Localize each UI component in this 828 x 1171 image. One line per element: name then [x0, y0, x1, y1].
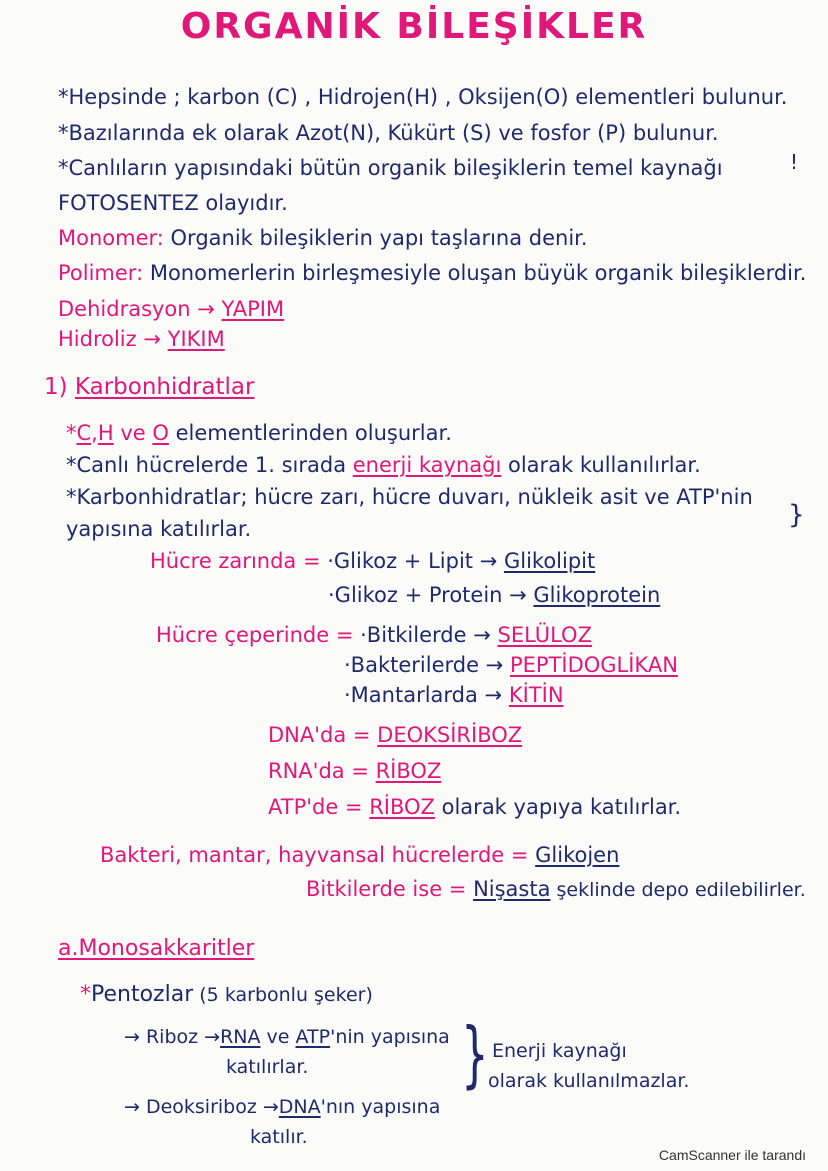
- depo-line-end: şeklinde depo edilebilirler.: [550, 879, 806, 901]
- deoksiriboz-label: → Deoksiriboz →: [124, 1096, 279, 1118]
- yapim-text: YAPIM: [221, 297, 285, 321]
- enerji-note-line-2: olarak kullanılmazlar.: [488, 1070, 690, 1092]
- deoksiriboz: DEOKSİRİBOZ: [377, 723, 523, 747]
- heading-number: 1): [44, 374, 68, 400]
- intro-line-1: *Hepsinde ; karbon (C) , Hidrojen(H) , Oksijen(O) elementleri bulunur.: [58, 85, 788, 109]
- atp-label: ATP'de =: [268, 795, 370, 819]
- monomer-label: Monomer:: [58, 226, 164, 250]
- rna-label: RNA'da =: [268, 759, 376, 783]
- monomer-definition: [58, 225, 588, 251]
- seluloz: SELÜLOZ: [497, 623, 592, 647]
- deoksiriboz-dna-link: DNA: [278, 1096, 321, 1118]
- dehidrasyon-label: Dehidrasyon →: [58, 297, 222, 321]
- yikim-text: YIKIM: [167, 327, 225, 351]
- glikolipit: Glikolipit: [503, 549, 596, 573]
- bullet-2-start: *Canlı hücrelerde 1. sırada: [66, 453, 353, 477]
- conjunction: ve: [113, 421, 153, 445]
- riboz-rna-link: RNA: [220, 1026, 261, 1048]
- enerji-note-line-1: Enerji kaynağı: [492, 1040, 627, 1062]
- mantarlarda: ·Mantarlarda →: [344, 683, 509, 707]
- riboz-line-1: [124, 1024, 450, 1050]
- hidroliz-label: Hidroliz →: [58, 327, 168, 351]
- peptidoglikan: PEPTİDOGLİKAN: [509, 653, 678, 677]
- dna-label: DNA'da =: [268, 723, 378, 747]
- deoksiriboz-line-2: katılır.: [250, 1126, 308, 1148]
- intro-line-3: *Canlıların yapısındaki bütün organik bileşiklerin temel kaynağı: [58, 156, 723, 180]
- riboz-line-end: 'nin yapısına: [330, 1026, 450, 1048]
- page-title: ORGANİK BİLEŞİKLER: [180, 6, 648, 47]
- pentozlar-label: Pentozlar: [91, 982, 194, 1007]
- bakterilerde: ·Bakterilerde →: [344, 653, 510, 677]
- glikoprotein: Glikoprotein: [533, 583, 661, 607]
- monosakkarit-heading: a.Monosakkaritler: [58, 936, 255, 961]
- element-h: H: [97, 421, 114, 445]
- glikolipit-formula: ·Glikoz + Lipit →: [327, 549, 504, 573]
- rna-line: [268, 758, 441, 784]
- hucre-ceperi-line-3: [344, 682, 564, 708]
- depo-line-1: [100, 842, 619, 868]
- deoksiriboz-line-1: [124, 1094, 440, 1120]
- pentozlar-line: [80, 982, 373, 1008]
- polimer-text: Monomerlerin birleşmesiyle oluşan büyük organik bileşiklerdir.: [143, 261, 807, 285]
- nisasta: Nişasta: [473, 877, 551, 901]
- comma: ,: [91, 421, 98, 445]
- element-o: O: [152, 421, 169, 445]
- karbon-bullet-3: *Karbonhidratlar; hücre zarı, hücre duvarı, nükleik asit ve ATP'nin: [66, 485, 753, 509]
- riboz-line-2: katılırlar.: [226, 1056, 309, 1078]
- karbon-bullet-2: [66, 452, 701, 478]
- hayvansal-label: Bakteri, mantar, hayvansal hücrelerde =: [100, 843, 536, 867]
- hucre-zari-line-1: [150, 548, 595, 574]
- riboz-rna: RİBOZ: [375, 759, 442, 783]
- deoksiriboz-line-end: 'nın yapısına: [320, 1096, 441, 1118]
- dna-line: [268, 722, 522, 748]
- polimer-definition: [58, 260, 806, 286]
- monomer-text: Organik bileşiklerin yapı taşlarına denir.: [163, 226, 588, 250]
- hucre-zari-line-2: [328, 582, 660, 608]
- bullet-star: *: [66, 421, 77, 445]
- bullet-2-end: olarak kullanılırlar.: [501, 453, 701, 477]
- bitkilerde: ·Bitkilerde →: [360, 623, 498, 647]
- polimer-label: Polimer:: [58, 261, 144, 285]
- glikoprotein-formula: ·Glikoz + Protein →: [328, 583, 534, 607]
- margin-mark-icon: !: [790, 150, 799, 174]
- intro-line-2: *Bazılarında ek olarak Azot(N), Kükürt (S) ve fosfor (P) bulunur.: [58, 121, 719, 145]
- atp-line: [268, 794, 681, 820]
- riboz-label: → Riboz →: [124, 1026, 221, 1048]
- riboz-atp: RİBOZ: [369, 795, 435, 819]
- hucre-zari-label: Hücre zarında =: [150, 549, 328, 573]
- riboz-atp-link: ATP: [295, 1026, 331, 1048]
- dehidrasyon-line: [58, 296, 284, 322]
- karbon-bullet-1: [66, 420, 452, 446]
- riboz-ve: ve: [260, 1026, 296, 1048]
- enerji-kaynagi: enerji kaynağı: [352, 453, 502, 477]
- depo-line-2: [306, 876, 806, 903]
- bitkilerde-label: Bitkilerde ise =: [306, 877, 474, 901]
- intro-line-4: FOTOSENTEZ olayıdır.: [58, 191, 288, 215]
- element-c: C: [76, 421, 92, 445]
- hucre-ceperi-line-2: [344, 652, 678, 678]
- bullet-1-rest: elementlerinden oluşurlar.: [168, 421, 452, 445]
- glikojen: Glikojen: [535, 843, 620, 867]
- hidroliz-line: [58, 326, 225, 352]
- kitin: KİTİN: [508, 683, 564, 707]
- karbon-bullet-3-cont: yapısına katılırlar.: [66, 517, 252, 541]
- scanner-watermark: CamScanner ile tarandı: [658, 1147, 806, 1163]
- margin-bracket-icon: }: [788, 500, 805, 530]
- hucre-ceperi-line-1: [156, 622, 592, 648]
- pentoz-note: (5 karbonlu şeker): [193, 984, 373, 1006]
- karbonhidrat-heading: [44, 374, 254, 400]
- atp-line-end: olarak yapıya katılırlar.: [434, 795, 682, 819]
- heading-text: Karbonhidratlar: [74, 374, 255, 400]
- hucre-ceperi-label: Hücre çeperinde =: [156, 623, 361, 647]
- pentoz-star: *: [80, 982, 91, 1007]
- curly-brace-icon: }: [461, 1012, 489, 1096]
